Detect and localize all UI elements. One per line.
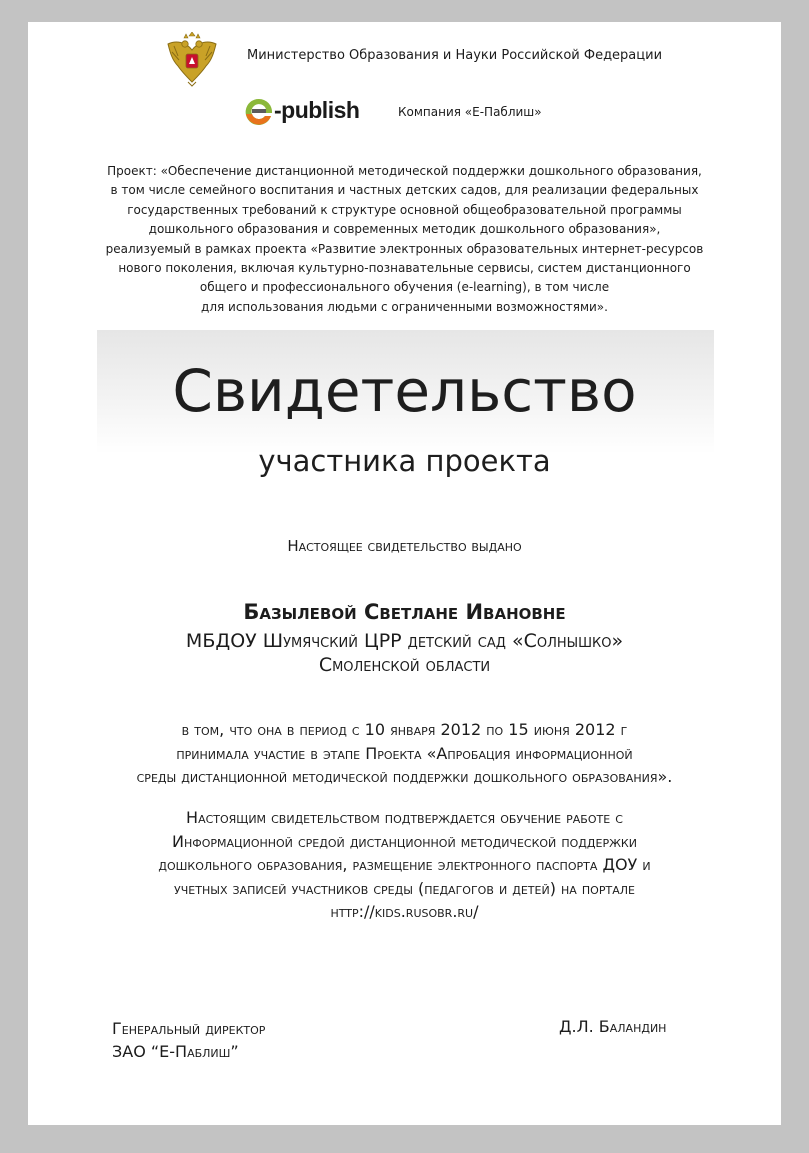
participation-line: среды дистанционной методической поддержки дошкольного образования». [136, 767, 673, 786]
confirmation-line: Настоящим свидетельством подтверждается обучение работе с [186, 808, 623, 827]
signatory-title: Генеральный директор [112, 1019, 266, 1038]
signatory-position [112, 1017, 265, 1063]
e-publish-wordmark: -publish [274, 97, 360, 123]
ministry-name: Министерство Образования и Науки Российской Федерации [247, 48, 663, 63]
project-line: нового поколения, включая культурно-познавательные сервисы, систем дистанционного [118, 261, 691, 276]
certificate-title: Свидетельство [172, 357, 637, 425]
certificate-sheet [28, 22, 781, 1125]
confirmation-line: Информационной средой дистанционной методической поддержки [172, 831, 637, 851]
issued-statement: Настоящее свидетельство выдано [287, 537, 522, 555]
project-line: Проект: «Обеспечение дистанционной методической поддержки дошкольного образования, [107, 164, 702, 178]
recipient-name: Базылевой Светлане Ивановне [243, 600, 566, 624]
confirmation-line: дошкольного образования, размещение электронного паспорта ДОУ и [158, 855, 651, 874]
participation-line: в том, что она в период с 10 января 2012 по 15 июня 2012 г [181, 720, 628, 739]
project-line: для использования людьми с ограниченными возможностями». [201, 299, 608, 314]
project-line: дошкольного образования и современных методик дошкольного образования», [148, 222, 661, 237]
recipient-organization: МБДОУ Шумячский ЦРР детский сад «Солнышко» [185, 630, 624, 652]
e-publish-logo [244, 96, 379, 128]
recipient-region: Смоленской области [318, 654, 491, 676]
project-description [68, 162, 741, 317]
company-name: Компания «Е-Паблиш» [398, 105, 542, 119]
participation-paragraph [28, 718, 781, 789]
e-publish-logo-icon [244, 96, 274, 128]
confirmation-line: учетных записей участников среды (педагогов и детей) на портале [174, 878, 635, 898]
signatory-company: ЗАО “Е-Паблиш” [112, 1042, 239, 1061]
portal-url: http://kids.rusobr.ru/ [330, 902, 479, 921]
certificate-subtitle: участника проекта [258, 444, 551, 478]
signatory-name: Д.Л. Баландин [559, 1017, 667, 1036]
project-line: реализуемый в рамках проекта «Развитие электронных образовательных интернет-ресурсов [105, 241, 704, 256]
project-line: государственных требований к структуре основной общеобразовательной программы [127, 202, 682, 217]
confirmation-paragraph [28, 806, 781, 924]
participation-line: принимала участие в этапе Проекта «Апробация информационной [176, 743, 633, 763]
russian-coat-of-arms-icon [164, 32, 220, 88]
project-line: общего и профессионального обучения (e-learning), в том числе [199, 280, 610, 295]
project-line: в том числе семейного воспитания и частных детских садов, для реализации федеральных [110, 183, 699, 198]
